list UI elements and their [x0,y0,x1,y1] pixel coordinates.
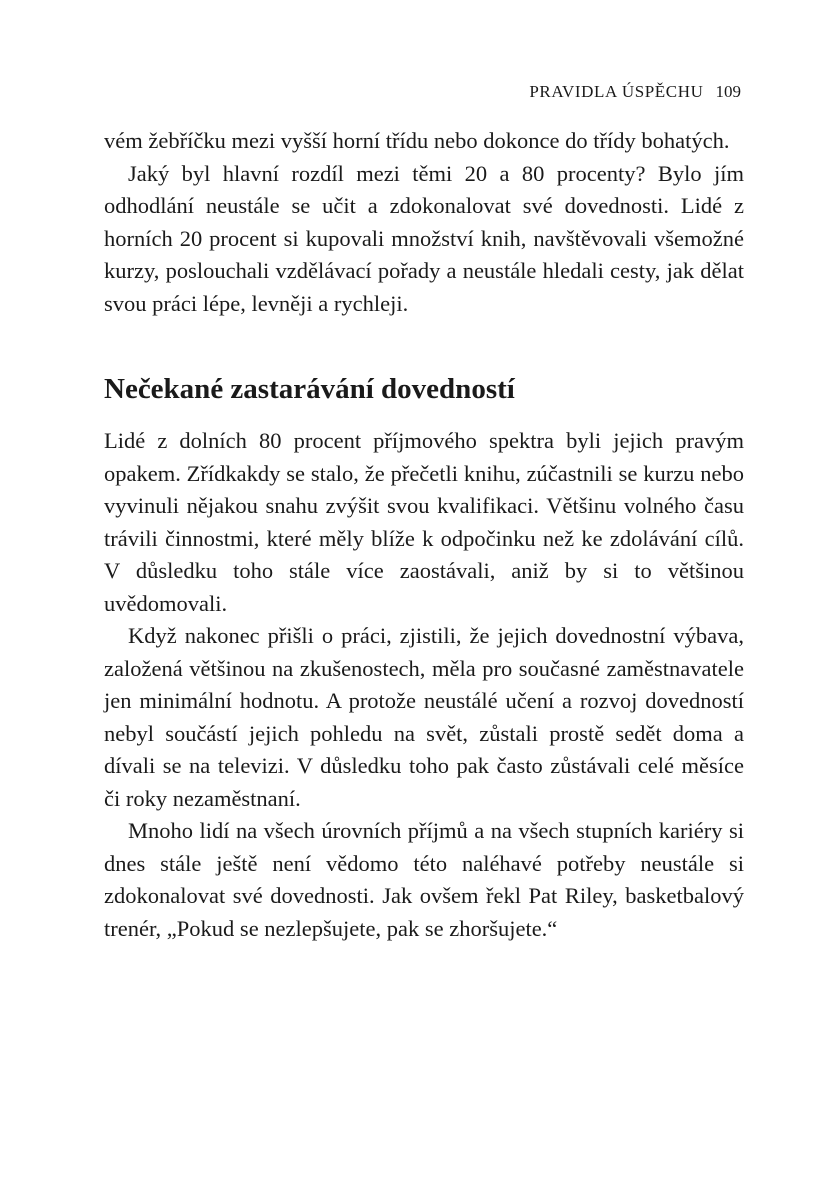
running-header [529,82,741,102]
page-number: 109 [715,82,741,101]
paragraph: Mnoho lidí na všech úrovních příjmů a na všech stupních kariéry si dnes stále ještě není vědomo této naléhavé potřeby neustále si zdokonalovat své dovednosti. Jak ovšem řekl Pat Riley, basketbalový trenér, „Pokud se nezlepšujete, pak se zhoršujete.“ [104,818,744,941]
paragraph: Když nakonec přišli o práci, zjistili, že jejich dovednostní výbava, založená většinou na zkušenostech, měla pro současné zaměstnavatele jen minimální hodnotu. A protože neustálé učení a rozvoj dovedností nebyl součástí jejich pohledu na svět, zůstali prostě sedět doma a dívali se na televizi. V důsledku toho pak často zůstávali celé měsíce či roky nezaměstnaní. [104,623,744,811]
paragraph: Jaký byl hlavní rozdíl mezi těmi 20 a 80 procenty? Bylo jím odhodlání neustále se učit a zdokonalovat své dovednosti. Lidé z horních 20 procent si kupovali množství knih, navštěvovali všemožné kurzy, poslouchali vzdělávací pořady a neustále hledali cesty, jak dělat svou práci lépe, levněji a rychleji. [104,160,744,316]
section-heading: Nečekané zastarávání dovedností [104,373,515,405]
page-body [104,125,744,945]
paragraph: Lidé z dolních 80 procent příjmového spektra byli jejich pravým opakem. Zřídkakdy se stalo, že přečetli knihu, zúčastnili se kurzu nebo vyvinuli nějakou snahu zvýšit svou kvalifikaci. Většinu volného času trávili činnostmi, které měly blíže k odpočinku než ke zdolávání cílů. V důsledku toho stále více zaostávali, aniž by si to většinou uvědomovali. [104,428,744,616]
running-title: PRAVIDLA ÚSPĚCHU [529,82,704,101]
paragraph-continued: vém žebříčku mezi vyšší horní třídu nebo dokonce do třídy bohatých. [104,128,730,153]
